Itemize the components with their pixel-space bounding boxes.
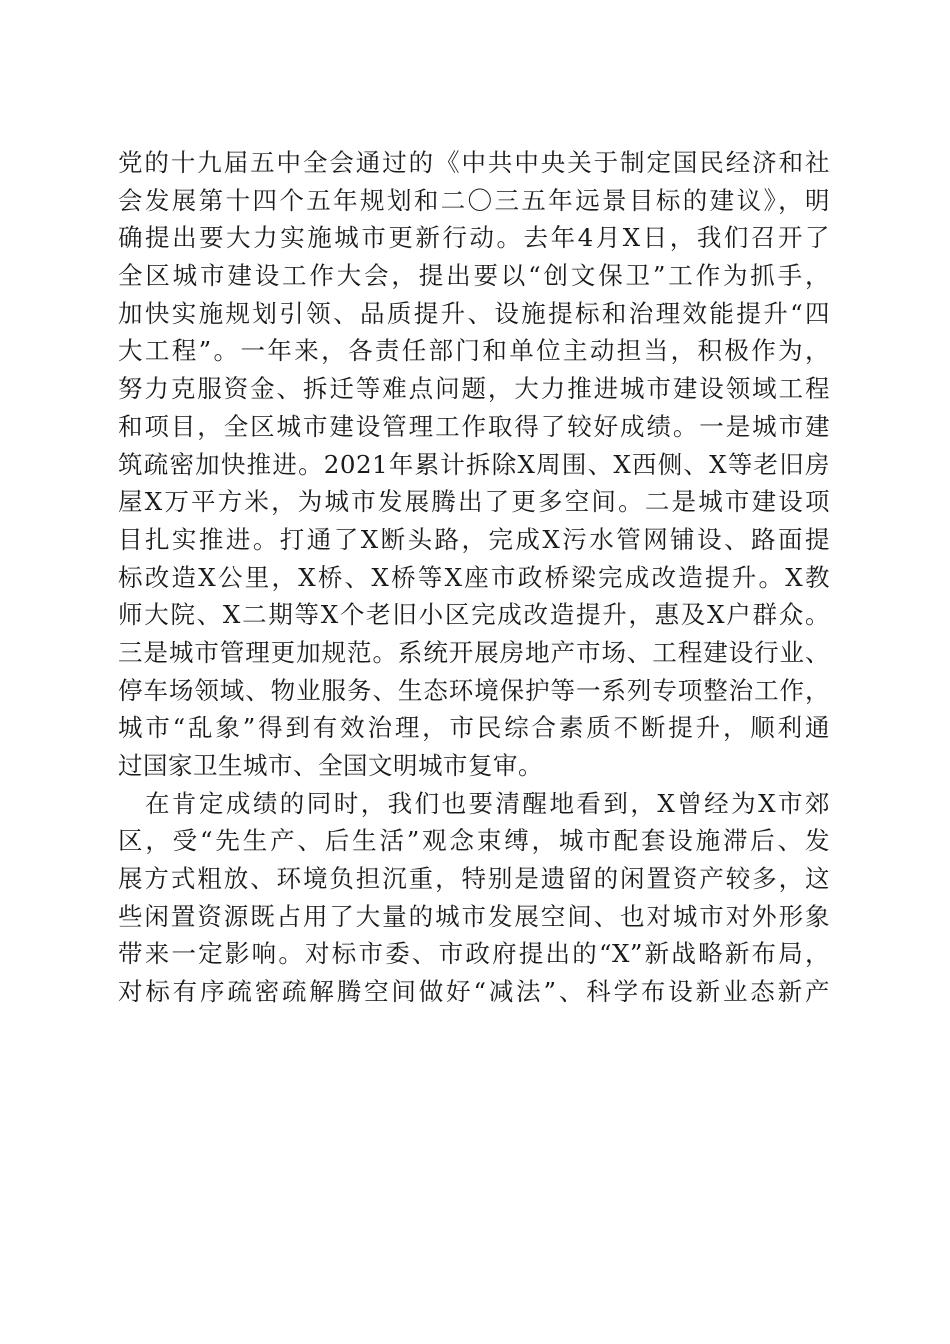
document-body — [118, 144, 830, 1011]
text-line: 三是城市管理更加规范。系统开展房地产市场、工程建设行业、 — [118, 637, 830, 667]
text-line: 区，受“先生产、后生活”观念束缚，城市配套设施滞后、发 — [118, 826, 830, 856]
text-line: 些闲置资源既占用了大量的城市发展空间、也对城市对外形象 — [118, 901, 830, 931]
text-line: 和项目，全区城市建设管理工作取得了较好成绩。一是城市建 — [118, 411, 830, 441]
text-line: 带来一定影响。对标市委、市政府提出的“X”新战略新布局， — [118, 939, 830, 969]
text-line: 过国家卫生城市、全国文明城市复审。 — [118, 751, 543, 780]
text-line: 会发展第十四个五年规划和二〇三五年远景目标的建议》，明 — [118, 185, 830, 215]
text-line: 师大院、X二期等X个老旧小区完成改造提升，惠及X户群众。 — [118, 600, 830, 630]
text-line: 在肯定成绩的同时，我们也要清醒地看到，X曾经为X市郊 — [118, 788, 830, 818]
text-line: 展方式粗放、环境负担沉重，特别是遗留的闲置资产较多，这 — [118, 864, 830, 894]
paragraph-2 — [118, 785, 830, 1011]
text-line: 城市“乱象”得到有效治理，市民综合素质不断提升，顺利通 — [118, 713, 830, 743]
text-line: 筑疏密加快推进。2021年累计拆除X周围、X西侧、X等老旧房 — [118, 449, 830, 479]
paragraph-1 — [118, 144, 830, 785]
text-line: 大工程”。一年来，各责任部门和单位主动担当，积极作为， — [118, 336, 830, 366]
text-line: 对标有序疏密疏解腾空间做好“减法”、科学布设新业态新产 — [118, 977, 830, 1007]
text-line: 党的十九届五中全会通过的《中共中央关于制定国民经济和社 — [118, 148, 830, 177]
text-line: 标改造X公里，X桥、X桥等X座市政桥梁完成改造提升。X教 — [118, 562, 830, 592]
text-line: 努力克服资金、拆迁等难点问题，大力推进城市建设领域工程 — [118, 374, 830, 404]
text-line: 停车场领域、物业服务、生态环境保护等一系列专项整治工作， — [118, 675, 830, 705]
text-line: 全区城市建设工作大会，提出要以“创文保卫”工作为抓手， — [118, 261, 830, 291]
text-line: 目扎实推进。打通了X断头路，完成X污水管网铺设、路面提 — [118, 524, 830, 554]
text-line: 确提出要大力实施城市更新行动。去年4月X日，我们召开了 — [118, 223, 830, 253]
text-line: 加快实施规划引领、品质提升、设施提标和治理效能提升“四 — [118, 298, 830, 328]
text-line: 屋X万平方米，为城市发展腾出了更多空间。二是城市建设项 — [118, 487, 830, 517]
